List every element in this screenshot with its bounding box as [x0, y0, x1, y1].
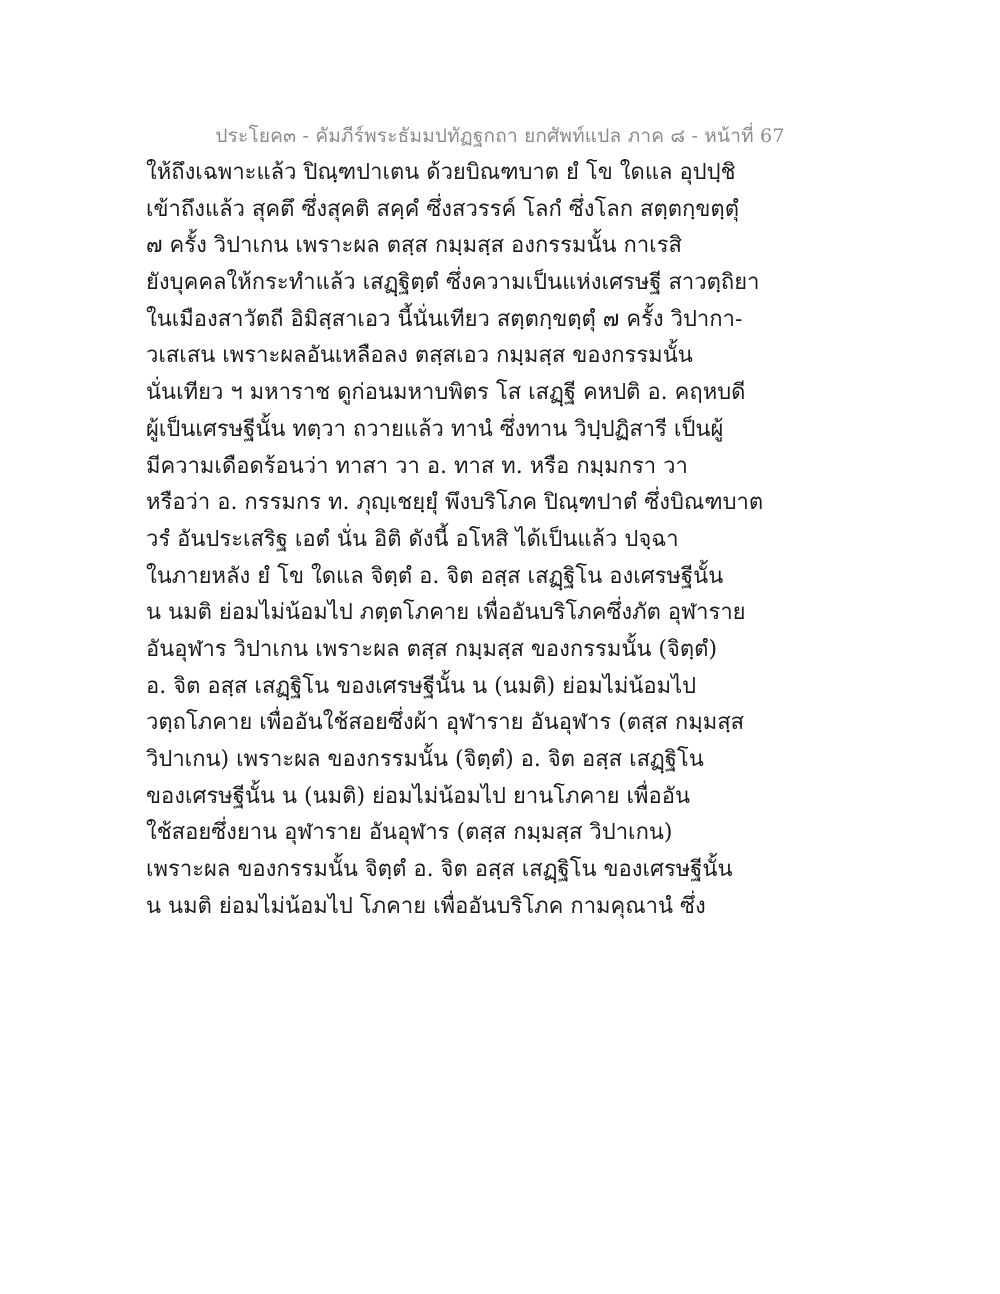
text-line: ใช้สอยซึ่งยาน อุฬาราย อันอุฬาร (ตสฺส กมฺมสฺส วิปาเกน) — [146, 820, 673, 846]
text-line: อันอุฬาร วิปาเกน เพราะผล ตสฺส กมฺมสฺส ของกรรมนั้น (จิตฺตํ) — [146, 636, 718, 662]
page-running-header — [0, 122, 1000, 150]
text-line: วิปาเกน) เพราะผล ของกรรมนั้น (จิตฺตํ) อ. จิต อสฺส เสฏฺฐิโน — [146, 747, 704, 772]
text-line: เพราะผล ของกรรมนั้น จิตฺตํ อ. จิต อสฺส เสฏฺฐิโน ของเศรษฐีนั้น — [146, 857, 733, 883]
text-line: น นมติ ย่อมไม่น้อมไป ภตฺตโภคาย เพื่ออันบริโภคซึ่งภัต อุฬาราย — [146, 600, 746, 626]
text-line: วเสเสน เพราะผลอันเหลือลง ตสฺสเอว กมฺมสฺส ของกรรมนั้น — [146, 343, 693, 369]
text-line: ๗ ครั้ง วิปาเกน เพราะผล ตสฺส กมฺมสฺส องกรรมนั้น กาเรสิ — [146, 233, 682, 259]
body-text — [146, 155, 764, 925]
text-line: เข้าถึงแล้ว สุคตึ ซึ่งสุคติ สคฺคํ ซึ่งสวรรค์ โลกํ ซึ่งโลก สตฺตกฺขตฺตุํ — [146, 196, 739, 222]
text-line: วรํ อันประเสริฐ เอตํ นั่น อิติ ดังนี้ อโหสิ ได้เป็นแล้ว ปจฺฉา — [146, 526, 679, 552]
text-line: ในเมืองสาวัตถี อิมิสฺสาเอว นี้นั่นเทียว สตฺตกฺขตฺตุํ ๗ ครั้ง วิปากา- — [146, 306, 743, 332]
text-line: ให้ถึงเฉพาะแล้ว ปิณฺฑปาเตน ด้วยบิณฑบาต ยํ โข ใดแล อุปปฺชิ — [146, 160, 736, 185]
running-title: ประโยค๓ - คัมภีร์พระธัมมปทัฏฐกถา ยกศัพท์แปล ภาค ๘ - หน้าที่ 67 — [215, 125, 785, 147]
text-line: วตฺถโภคาย เพื่ออันใช้สอยซึ่งผ้า อุฬาราย อันอุฬาร (ตสฺส กมฺมสฺส — [146, 710, 745, 736]
text-line: ยังบุคคลให้กระทำแล้ว เสฏฺฐิตฺตํ ซึ่งความเป็นแห่งเศรษฐี สาวตฺถิยา — [146, 270, 760, 296]
text-line: อ. จิต อสฺส เสฏฺฐิโน ของเศรษฐีนั้น น (นมติ) ย่อมไม่น้อมไป — [146, 673, 697, 699]
text-line: หรือว่า อ. กรรมกร ท. ภุญฺเชยฺยุํ พึงบริโภค ปิณฺฑปาตํ ซึ่งบิณฑบาต — [146, 490, 764, 516]
text-line: นั่นเทียว ฯ มหาราช ดูก่อนมหาบพิตร โส เสฏฺฐี คหปติ อ. คฤหบดี — [146, 380, 746, 406]
text-line: มีความเดือดร้อนว่า ทาสา วา อ. ทาส ท. หรือ กมฺมกรา วา — [146, 453, 688, 479]
text-line: ผู้เป็นเศรษฐีนั้น ทตฺวา ถวายแล้ว ทานํ ซึ่งทาน วิปฺปฏิสารี เป็นผู้ — [146, 416, 724, 442]
text-line: น นมติ ย่อมไม่น้อมไป โภคาย เพื่ออันบริโภค กามคุณานํ ซึ่ง — [146, 893, 706, 919]
text-line: ในภายหลัง ยํ โข ใดแล จิตฺตํ อ. จิต อสฺส เสฏฺฐิโน องเศรษฐีนั้น — [146, 563, 724, 589]
text-line: ของเศรษฐีนั้น น (นมติ) ย่อมไม่น้อมไป ยานโภคาย เพื่ออัน — [146, 783, 691, 809]
